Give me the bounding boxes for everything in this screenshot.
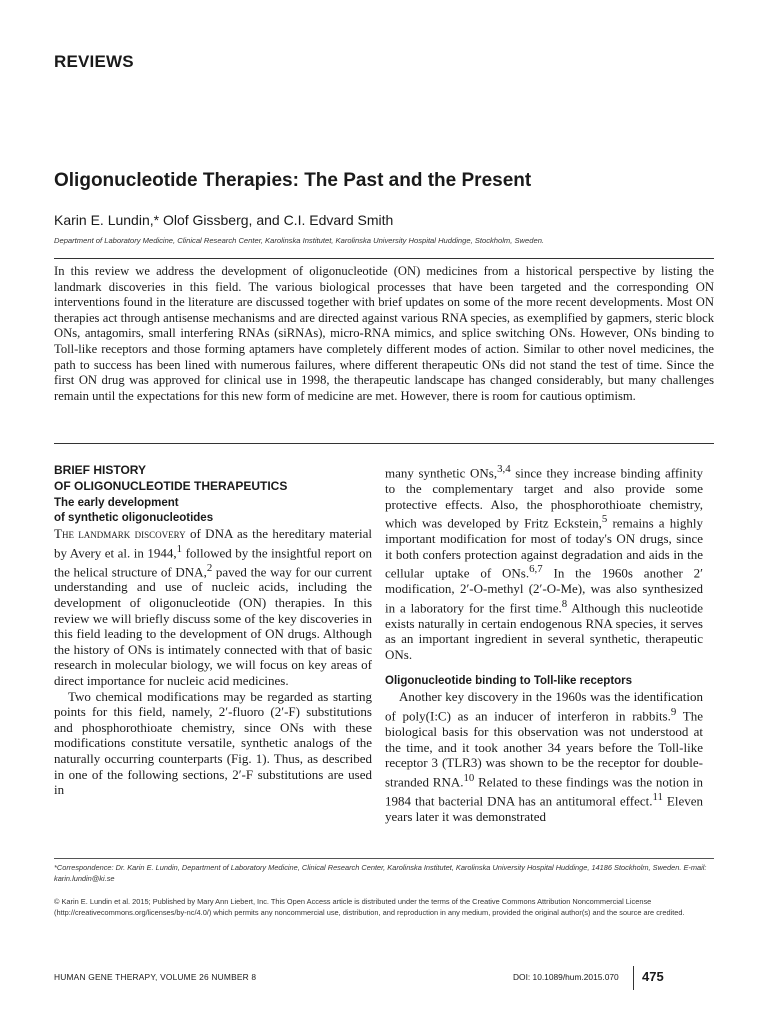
abstract-top-rule	[54, 258, 714, 259]
page-number-separator	[633, 966, 634, 990]
citation[interactable]: 1	[176, 542, 183, 555]
footnote-rule	[54, 858, 714, 859]
text-run: Although this nucleotide exists naturally in certain endogenous RNA species, it serves as an important ingredient in several synthetic, therapeutic ONs.	[385, 600, 703, 662]
subsection-heading: Oligonucleotide binding to Toll-like receptors	[385, 675, 633, 688]
paragraph-4	[385, 689, 703, 824]
citation[interactable]: 11	[652, 790, 663, 803]
doi-link[interactable]: DOI: 10.1089/hum.2015.070	[513, 972, 619, 982]
correspondence-note: *Correspondence: Dr. Karin E. Lundin, Department of Laboratory Medicine, Clinical Research Center, Karolinska Institutet, Karolinska University Hospital Huddinge, 14186 Stockholm, Sweden. E-mail: karin.lundin@ki.se	[54, 863, 707, 883]
page-number: 475	[642, 969, 664, 984]
subsection-heading-line-1: The early development	[54, 497, 179, 509]
article-title: Oligonucleotide Therapies: The Past and the Present	[54, 170, 532, 191]
section-heading	[54, 462, 372, 494]
right-column	[385, 462, 703, 824]
license-note: © Karin E. Lundin et al. 2015; Published by Mary Ann Liebert, Inc. This Open Access article is distributed under the terms of the Creative Commons Attribution Noncommercial License (http://creativecommons.org/licenses/by-nc/4.0/) which permits any noncommercial use, distribution, and reproduction in any medium, provided the original author(s) and the source are credited.	[54, 897, 685, 917]
text-run: The biological basis for this observation was not understood at the time, and it took another 34 years before the Toll-like receptor 3 (TLR3) was shown to be the receptor for double-stranded RNA.	[385, 708, 703, 790]
citation[interactable]: 2	[206, 561, 213, 574]
citation[interactable]: 5	[601, 513, 608, 526]
text-run: Related to these findings was the notion in 1984 that bacterial DNA has an antitumoral effect.	[385, 774, 703, 808]
left-column	[54, 462, 372, 798]
text-run: of DNA as the hereditary material by Avery et al. in 1944,	[54, 526, 373, 560]
citation[interactable]: 8	[561, 597, 568, 610]
subsection-heading-line-2: of synthetic oligonucleotides	[54, 512, 214, 524]
paragraph-3	[385, 462, 703, 662]
citation[interactable]: 3,4	[497, 463, 511, 475]
text-run: paved the way for our current understanding and use of nucleic acids, including the development of oligonucleotide (ON) therapies. In this review we will briefly discuss some of the key discoveries in this field leading to the development of ON drugs. Although the history of ONs is intimately connected with that of basic research in molecular biology, we will focus on key areas of direct importance for nucleic acid medicines.	[54, 563, 372, 688]
citation[interactable]: 6,7	[529, 563, 543, 576]
text-run: Another key discovery in the 1960s was the identification of poly(I:C) as an inducer of interferon in rabbits.	[385, 689, 703, 724]
section-heading-line-2: OF OLIGONUCLEOTIDE THERAPEUTICS	[54, 479, 288, 493]
section-label: REVIEWS	[54, 52, 134, 71]
abstract: In this review we address the development of oligonucleotide (ON) medicines from a historical perspective by listing the landmark discoveries in this field. The various biological processes that have been targeted and the corresponding ON interventions found in the literature are discussed together with brief updates on some of the more recent developments. Most ON therapies act through antisense mechanisms and are directed against various RNA species, as exemplified by gapmers, steric block ONs, antagomirs, small interfering RNAs (siRNAs), micro-RNA mimics, and splice switching ONs. However, ONs binding to Toll-like receptors and those forming aptamers have completely different modes of action. Similar to other novel medicines, the path to success has been lined with numerous failures, where different therapeutic ONs did not stand the test of time. Since the first ON drug was approved for clinical use in 1998, the therapeutic landscape has changed considerably, but many challenges remain until the expectations for this new form of medicine are met. However, there is room for cautious optimism.	[54, 264, 714, 403]
paragraph-2: Two chemical modifications may be regarded as starting points for this field, namely, 2′-fluoro (2′-F) substitutions and phosphorothioate chemistry, since ONs with these modifications constitute versatile, synthetic analogs of the naturally occurring counterparts (Fig. 1). Thus, as described in one of the following sections, 2′-F substitutions are used in	[54, 688, 372, 798]
affiliation: Department of Laboratory Medicine, Clinical Research Center, Karolinska Institutet, Karolinska University Hospital Huddinge, Stockholm, Sweden.	[54, 236, 545, 245]
paragraph-1	[54, 526, 372, 689]
citation[interactable]: 10	[463, 771, 475, 784]
text-run: In the 1960s another 2′ modification, 2′-O-methyl (2′-O-Me), was also synthesized in a laboratory for the first time.	[385, 565, 703, 616]
journal-name: HUMAN GENE THERAPY, VOLUME 26 NUMBER 8	[54, 972, 257, 982]
text-run: since they increase binding affinity to the complementary target and also provide some protective effects. Also, the phosphorothioate chemistry, which was developed by Fritz Eckstein,	[385, 465, 703, 531]
abstract-bottom-rule	[54, 443, 714, 444]
text-run: Eleven years later it was demonstrated	[385, 792, 704, 824]
text-run: many synthetic ONs,	[385, 465, 498, 481]
text-run: remains a highly important modification for most of today's ON drugs, since it both confers protection against degradation and aids in the cellular uptake of ONs.	[385, 515, 703, 581]
citation[interactable]: 9	[670, 706, 677, 719]
text-run: followed by the insightful report on the helical structure of DNA,	[54, 544, 373, 579]
lead-in: The landmark discovery	[54, 526, 186, 541]
author-list: Karin E. Lundin,* Olof Gissberg, and C.I. Edvard Smith	[54, 212, 394, 228]
section-heading-line-1: BRIEF HISTORY	[54, 463, 147, 477]
subsection-heading	[54, 496, 372, 526]
